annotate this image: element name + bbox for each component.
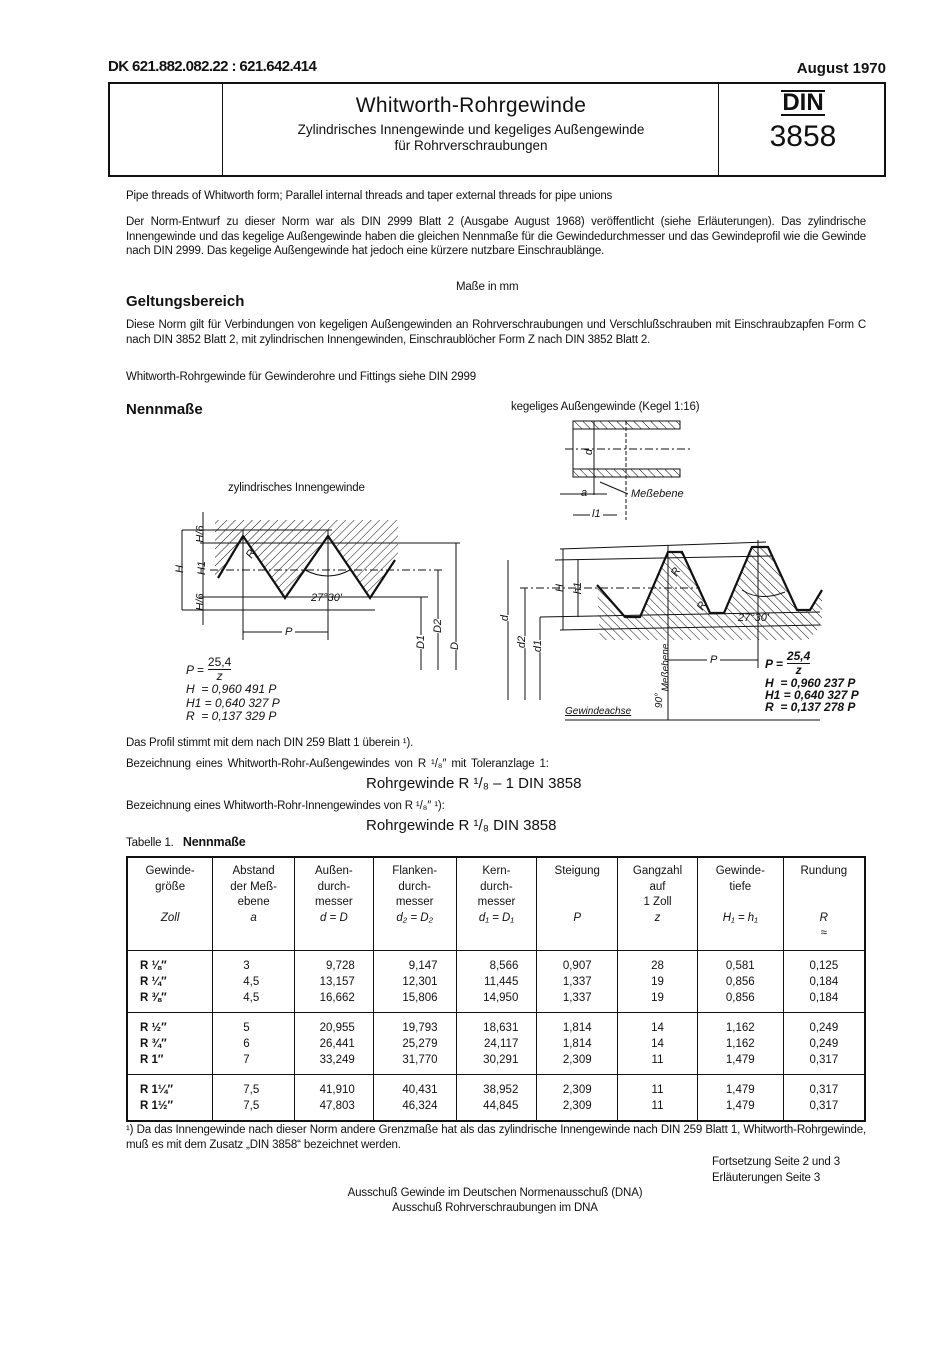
left-formulas — [186, 656, 280, 724]
column-header-line: durch- — [480, 880, 513, 893]
column-header-line: a — [250, 911, 257, 924]
table-cell: 11,445 — [456, 974, 537, 990]
label-r: R — [694, 599, 710, 613]
formula-p-denominator: z — [216, 669, 223, 683]
table-cell: 9,147 — [373, 951, 456, 975]
pipe-label-a: a — [581, 487, 588, 499]
thread-size-cell: R ¼″ — [127, 974, 213, 990]
column-header — [537, 857, 618, 951]
label-p: P — [707, 654, 720, 666]
label-r: R — [243, 547, 259, 561]
thread-size-cell: R 1″ — [127, 1052, 213, 1075]
label-thread-axis: Gewindeachse — [565, 706, 632, 717]
table-cell: 41,910 — [294, 1075, 373, 1099]
table-cell: 1,479 — [697, 1052, 783, 1075]
column-header-line: tiefe — [729, 880, 752, 893]
column-header-line: auf — [649, 880, 666, 893]
table-cell: 14 — [618, 1013, 698, 1037]
table-cell: 0,581 — [697, 951, 783, 975]
thread-size-cell: R ¾″ — [127, 1036, 213, 1052]
column-header — [373, 857, 456, 951]
column-header — [783, 857, 865, 951]
column-header-line: Rundung — [800, 865, 848, 877]
formula-p: P = — [186, 662, 204, 677]
formula-r: R = 0,137 329 P — [186, 709, 277, 723]
column-header-line: H₁ = h₁ — [722, 911, 758, 924]
right-formulas — [765, 650, 859, 713]
table-cell: 4,5 — [213, 974, 295, 990]
table-cell: 7,5 — [213, 1098, 295, 1121]
column-header-line: ≈ — [820, 927, 827, 939]
designation-external-label: Bezeichnung eines Whitworth-Rohr-Außengewindes von R ¹/₈″ mit Toleranzlage 1: — [126, 758, 549, 770]
formula-p-numerator: 25,4 — [207, 655, 232, 669]
pipe-label-d: d — [583, 448, 596, 456]
document-subtitle: für Rohrverschraubungen — [394, 138, 548, 153]
column-header-line: der Meß- — [230, 880, 277, 893]
column-header-line: messer — [477, 896, 516, 908]
column-header-line: Gewinde- — [715, 865, 765, 877]
label-d2: d2 — [516, 635, 529, 649]
label-r: R — [668, 565, 684, 579]
label-angle: 27°30' — [311, 592, 342, 604]
formula-h1: H1 = 0,640 327 P — [765, 688, 859, 702]
thread-size-cell: R ⅛″ — [127, 951, 213, 975]
table-cell: 12,301 — [373, 974, 456, 990]
units-note: Maße in mm — [456, 281, 519, 293]
pipe-label-l1: l1 — [592, 508, 601, 520]
footnote: ¹) Da das Innengewinde nach dieser Norm andere Grenzmaße hat als das zylindrische Innengewinde nach DIN 259 Blatt 1, Whitworth-Rohrgewinde, muß es mit dem Zusatz „DIN 3858“ bezeichnet werden. — [126, 1124, 866, 1151]
label-d2: D2 — [432, 618, 445, 634]
label-d: d — [499, 614, 512, 622]
scope-paragraph: Diese Norm gilt für Verbindungen von kegeligen Außengewinden an Rohrverschraubungen und Verschlußschrauben mit Einschraubzapfen Form C nach DIN 3852 Blatt 2, mit zylindrischen Innengewinden, Einschraublöcher Form Z nach DIN 3852 Blatt 2. — [126, 319, 866, 346]
din-number: 3858 — [769, 120, 837, 153]
thread-size-cell: R ½″ — [127, 1013, 213, 1037]
table-cell: 0,317 — [783, 1075, 865, 1099]
table-cell: 31,770 — [373, 1052, 456, 1075]
column-header-line: P — [573, 911, 582, 924]
table-cell: 47,803 — [294, 1098, 373, 1121]
label-h1: h1 — [572, 581, 585, 595]
label-h: H — [553, 584, 566, 592]
column-header-line: Flanken- — [392, 865, 438, 877]
table-cell: 11 — [618, 1052, 698, 1075]
formula-h1: H1 = 0,640 327 P — [186, 695, 280, 710]
column-header — [618, 857, 698, 951]
column-header — [456, 857, 537, 951]
column-header-line: messer — [395, 896, 434, 908]
column-header-line: Gewinde- — [145, 865, 195, 877]
continuation-note: Fortsetzung Seite 2 und 3 — [712, 1156, 840, 1168]
scope-note: Whitworth-Rohrgewinde für Gewinderohre und Fittings siehe DIN 2999 — [126, 371, 476, 383]
table-cell: 11 — [618, 1098, 698, 1121]
thread-size-cell: R 1½″ — [127, 1098, 213, 1121]
table-cell: 2,309 — [537, 1075, 618, 1099]
table-cell: 6 — [213, 1036, 295, 1052]
table-cell: 26,441 — [294, 1036, 373, 1052]
dk-classification: DK 621.882.082.22 : 621.642.414 — [108, 58, 317, 75]
label-d1: D1 — [415, 634, 428, 650]
table-cell: 0,856 — [697, 990, 783, 1013]
column-header-line: messer — [315, 896, 353, 908]
table-cell: 46,324 — [373, 1098, 456, 1121]
column-header-line — [541, 880, 613, 896]
thread-size-cell: R 1¼″ — [127, 1075, 213, 1099]
table-cell: 0,856 — [697, 974, 783, 990]
label-p: P — [282, 626, 295, 638]
label-h1: H1 — [196, 560, 209, 576]
table-cell: 8,566 — [456, 951, 537, 975]
committee: Ausschuß Rohrverschraubungen im DNA — [392, 1202, 598, 1214]
internal-thread-material — [215, 520, 398, 598]
table-cell: 15,806 — [373, 990, 456, 1013]
column-header-line: Kern- — [482, 865, 511, 877]
column-header-line: Steigung — [554, 865, 600, 877]
column-header — [697, 857, 783, 951]
table-cell: 1,479 — [697, 1075, 783, 1099]
formula-p-denominator: z — [795, 663, 802, 677]
pipe-label-plane: Meßebene — [631, 488, 684, 500]
formula-p: P = — [765, 656, 783, 671]
profile-note: Das Profil stimmt mit dem nach DIN 259 Blatt 1 überein ¹). — [126, 737, 414, 749]
table-cell: 38,952 — [456, 1075, 537, 1099]
table-cell: 13,157 — [294, 974, 373, 990]
nominal-dimensions-table — [126, 856, 866, 1122]
table-caption-number: Tabelle 1. — [126, 837, 174, 849]
table-caption — [126, 835, 246, 851]
label-right-angle: 90° — [654, 692, 666, 709]
table-cell: 28 — [618, 951, 698, 975]
table-cell: 4,5 — [213, 990, 295, 1013]
table-cell: 1,479 — [697, 1098, 783, 1121]
table-row — [127, 1052, 865, 1075]
table-caption-title: Nennmaße — [182, 835, 246, 849]
column-header-line: durch- — [317, 880, 351, 893]
column-header-line: Außen- — [315, 865, 353, 877]
column-header — [294, 857, 373, 951]
document-subtitle: Zylindrisches Innengewinde und kegeliges Außengewinde — [297, 122, 645, 137]
table-row — [127, 1098, 865, 1121]
table-cell: 19,793 — [373, 1013, 456, 1037]
column-header-line: d₂ = D₂ — [396, 911, 433, 924]
column-header — [213, 857, 295, 951]
table-cell: 7,5 — [213, 1075, 295, 1099]
table-cell: 0,317 — [783, 1052, 865, 1075]
table-cell: 16,662 — [294, 990, 373, 1013]
table-cell: 30,291 — [456, 1052, 537, 1075]
table-cell: 19 — [618, 974, 698, 990]
din-logo: DIN — [782, 89, 824, 116]
table-cell: 11 — [618, 1075, 698, 1099]
table-cell: 3 — [213, 951, 295, 975]
intro-paragraph: Der Norm-Entwurf zu dieser Norm war als DIN 2999 Blatt 2 (Ausgabe August 1968) veröffentlicht (siehe Erläuterungen). Das zylindrische Innengewinde und das kegelige Außengewinde haben die gleichen Nennmaße für die Gewindedurchmesser und das Gewindeprofil wie die Gewinde nach DIN 2999. Das kegelige Außengewinde hat jedoch eine kürzere nutzbare Einschraublänge. — [126, 216, 866, 258]
label-h: H — [173, 565, 186, 573]
formula-h: H = 0,960 237 P — [765, 676, 856, 690]
column-header-line — [788, 880, 860, 896]
column-header-line: ebene — [237, 896, 270, 908]
thread-size-cell: R ⅜″ — [127, 990, 213, 1013]
column-header-line: Gangzahl — [632, 865, 683, 877]
table-header-row — [127, 857, 865, 951]
column-header-line: Abstand — [232, 865, 275, 877]
table-cell: 18,631 — [456, 1013, 537, 1037]
table-cell: 5 — [213, 1013, 295, 1037]
label-d: D — [448, 642, 461, 650]
column-header-line — [702, 895, 779, 911]
table-cell: 7 — [213, 1052, 295, 1075]
table-cell: 40,431 — [373, 1075, 456, 1099]
table-cell: 0,249 — [783, 1036, 865, 1052]
taper-caption: kegeliges Außengewinde (Kegel 1:16) — [511, 401, 700, 413]
table-cell: 0,317 — [783, 1098, 865, 1121]
formula-r: R = 0,137 278 P — [765, 700, 856, 714]
table-cell: 1,814 — [537, 1036, 618, 1052]
column-header-line: d = D — [319, 911, 348, 924]
table-cell: 14 — [618, 1036, 698, 1052]
column-header-line — [788, 895, 860, 911]
designation-internal-label: Bezeichnung eines Whitworth-Rohr-Innengewindes von R ¹/₈″ ¹): — [126, 800, 445, 812]
table-cell: 9,728 — [294, 951, 373, 975]
table-cell: 2,309 — [537, 1098, 618, 1121]
table-cell: 1,162 — [697, 1036, 783, 1052]
column-header-line: R — [819, 911, 828, 924]
table-row — [127, 951, 865, 975]
table-cell: 0,184 — [783, 990, 865, 1013]
table-cell: 24,117 — [456, 1036, 537, 1052]
table-cell: 20,955 — [294, 1013, 373, 1037]
label-angle: 27°30' — [738, 612, 769, 624]
column-header-line: d₁ = D₁ — [478, 911, 514, 924]
table-cell: 25,279 — [373, 1036, 456, 1052]
column-header-line — [541, 895, 613, 911]
table-cell: 33,249 — [294, 1052, 373, 1075]
label-h6-top: H/6 — [194, 525, 207, 543]
table-cell: 0,907 — [537, 951, 618, 975]
english-title: Pipe threads of Whitworth form; Parallel internal threads and taper external threads for pipe unions — [126, 190, 613, 202]
table-row — [127, 990, 865, 1013]
column-header-line: z — [654, 911, 661, 924]
column-header — [127, 857, 213, 951]
label-measuring-plane: Meßebene — [660, 643, 672, 692]
table-cell: 44,845 — [456, 1098, 537, 1121]
committee: Ausschuß Gewinde im Deutschen Normenausschuß (DNA) — [347, 1187, 643, 1199]
table-row — [127, 1075, 865, 1099]
table-cell: 0,125 — [783, 951, 865, 975]
scope-heading: Geltungsbereich — [126, 293, 245, 310]
table-cell: 1,337 — [537, 990, 618, 1013]
designation-internal: Rohrgewinde R ¹/₈ DIN 3858 — [366, 817, 557, 834]
label-d1: d1 — [532, 639, 545, 653]
nominal-heading: Nennmaße — [126, 401, 203, 418]
table-cell: 0,249 — [783, 1013, 865, 1037]
label-h6-bottom: H/6 — [194, 593, 207, 611]
table-row — [127, 1013, 865, 1037]
formula-p-numerator: 25,4 — [786, 649, 811, 663]
table-row — [127, 1036, 865, 1052]
column-header-line — [132, 895, 208, 911]
parallel-caption: zylindrisches Innengewinde — [228, 482, 365, 494]
designation-external: Rohrgewinde R ¹/₈ – 1 DIN 3858 — [366, 775, 582, 792]
column-header-line: 1 Zoll — [643, 896, 672, 908]
table-row — [127, 974, 865, 990]
formula-h: H = 0,960 491 P — [186, 682, 277, 696]
issue-date: August 1970 — [796, 60, 886, 77]
table-cell: 1,162 — [697, 1013, 783, 1037]
table-cell: 14,950 — [456, 990, 537, 1013]
table-cell: 0,184 — [783, 974, 865, 990]
column-header-line: durch- — [398, 880, 431, 893]
table-cell: 1,814 — [537, 1013, 618, 1037]
table-cell: 2,309 — [537, 1052, 618, 1075]
table-cell: 1,337 — [537, 974, 618, 990]
column-header-line: größe — [155, 880, 186, 893]
column-header-line: Zoll — [160, 911, 180, 924]
explanations-note: Erläuterungen Seite 3 — [712, 1172, 821, 1184]
table-cell: 19 — [618, 990, 698, 1013]
document-title: Whitworth-Rohrgewinde — [355, 94, 587, 117]
